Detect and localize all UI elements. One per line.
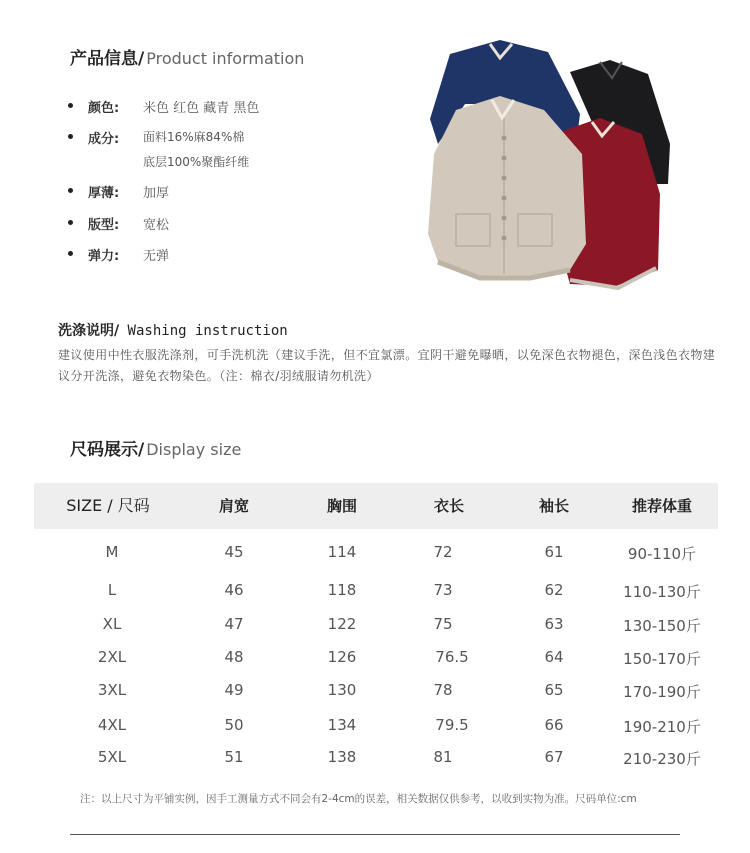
header-size: SIZE / 尺码	[66, 496, 150, 515]
washing-text: 建议使用中性衣服洗涤剂，可手洗机洗（建议手洗，但不宜氯漂。宜阴干避免曝晒，以免深色衣物褪色，深色浅色衣物建议分开洗涤，避免衣物染色。（注：棉衣/羽绒服请勿机洗）	[58, 348, 716, 383]
info-label: 颜色:	[88, 101, 120, 116]
bullet-icon	[68, 220, 73, 225]
size-note: 注：以上尺寸为平铺实例，因手工测量方式不同会有2-4cm的误差，相关数据仅供参考，以收到实物为准。尺码单位:cm	[80, 793, 637, 805]
washing-title-en: Washing instruction	[119, 323, 288, 339]
size-title-cn: 尺码展示/	[70, 440, 145, 460]
cell-length: 76.5	[435, 648, 469, 666]
info-label: 弹力:	[88, 249, 120, 264]
cell-chest: 126	[327, 648, 357, 666]
cell-length: 75	[433, 615, 453, 633]
cell-size: 3XL	[97, 681, 127, 699]
info-label: 版型:	[88, 218, 120, 233]
bullet-icon	[68, 103, 73, 108]
cell-chest: 130	[327, 681, 357, 699]
cell-shoulder: 48	[224, 648, 244, 666]
header-chest: 胸围	[326, 497, 358, 515]
cell-chest: 114	[327, 543, 357, 561]
cell-size: L	[107, 581, 117, 599]
cell-length: 72	[433, 543, 453, 561]
washing-title-cn: 洗涤说明/	[58, 323, 120, 339]
cell-sleeve: 64	[544, 648, 564, 666]
cell-size: 4XL	[97, 716, 127, 734]
header-shoulder: 肩宽	[218, 497, 250, 515]
info-value: 米色 红色 藏青 黑色	[143, 101, 260, 116]
cell-sleeve: 62	[544, 581, 564, 599]
product-info-title-cn: 产品信息/	[70, 49, 145, 69]
cell-weight: 210-230斤	[623, 750, 701, 768]
cell-weight: 110-130斤	[623, 583, 701, 601]
bullet-icon	[68, 251, 73, 256]
cell-length: 79.5	[435, 716, 469, 734]
cell-length: 78	[433, 681, 453, 699]
cell-weight: 150-170斤	[623, 650, 701, 668]
washing-title	[58, 320, 288, 340]
cell-sleeve: 63	[544, 615, 564, 633]
cell-shoulder: 46	[224, 581, 244, 599]
cell-shoulder: 47	[224, 615, 244, 633]
cell-chest: 122	[327, 615, 357, 633]
info-value: 无弹	[143, 249, 170, 264]
cell-sleeve: 61	[544, 543, 564, 561]
bottom-divider	[70, 834, 680, 835]
size-title-en: Display size	[146, 440, 242, 459]
cell-shoulder: 45	[224, 543, 244, 561]
cell-shoulder: 50	[224, 716, 244, 734]
info-value-line1: 面料16%麻84%棉	[143, 130, 245, 144]
info-label: 厚薄:	[88, 186, 120, 201]
cell-chest: 138	[327, 748, 357, 766]
cell-shoulder: 49	[224, 681, 244, 699]
header-length: 衣长	[433, 497, 465, 515]
cell-weight: 90-110斤	[627, 545, 697, 563]
cell-sleeve: 66	[544, 716, 564, 734]
bullet-icon	[68, 134, 73, 139]
info-value: 加厚	[143, 186, 170, 201]
cell-weight: 130-150斤	[623, 617, 701, 635]
product-photo	[420, 34, 680, 304]
cell-size: 5XL	[97, 748, 127, 766]
cell-weight: 170-190斤	[623, 683, 701, 701]
header-sleeve: 袖长	[538, 497, 570, 515]
info-value-line2: 底层100%聚酯纤维	[143, 155, 250, 169]
info-value: 宽松	[143, 218, 170, 233]
size-title	[70, 435, 241, 460]
size-table-header	[34, 483, 718, 529]
cell-chest: 118	[327, 581, 357, 599]
cell-length: 73	[433, 581, 453, 599]
cell-sleeve: 65	[544, 681, 564, 699]
cell-size: M	[105, 543, 119, 561]
info-label: 成分:	[88, 132, 120, 147]
cell-weight: 190-210斤	[623, 718, 701, 736]
cell-size: XL	[102, 615, 122, 633]
bullet-icon	[68, 188, 73, 193]
info-value	[143, 128, 249, 170]
product-info-title	[70, 44, 304, 69]
cell-shoulder: 51	[224, 748, 244, 766]
cell-length: 81	[433, 748, 453, 766]
product-info-title-en: Product information	[146, 49, 305, 68]
cell-size: 2XL	[97, 648, 127, 666]
cell-chest: 134	[327, 716, 357, 734]
cell-sleeve: 67	[544, 748, 564, 766]
header-weight: 推荐体重	[631, 497, 693, 515]
